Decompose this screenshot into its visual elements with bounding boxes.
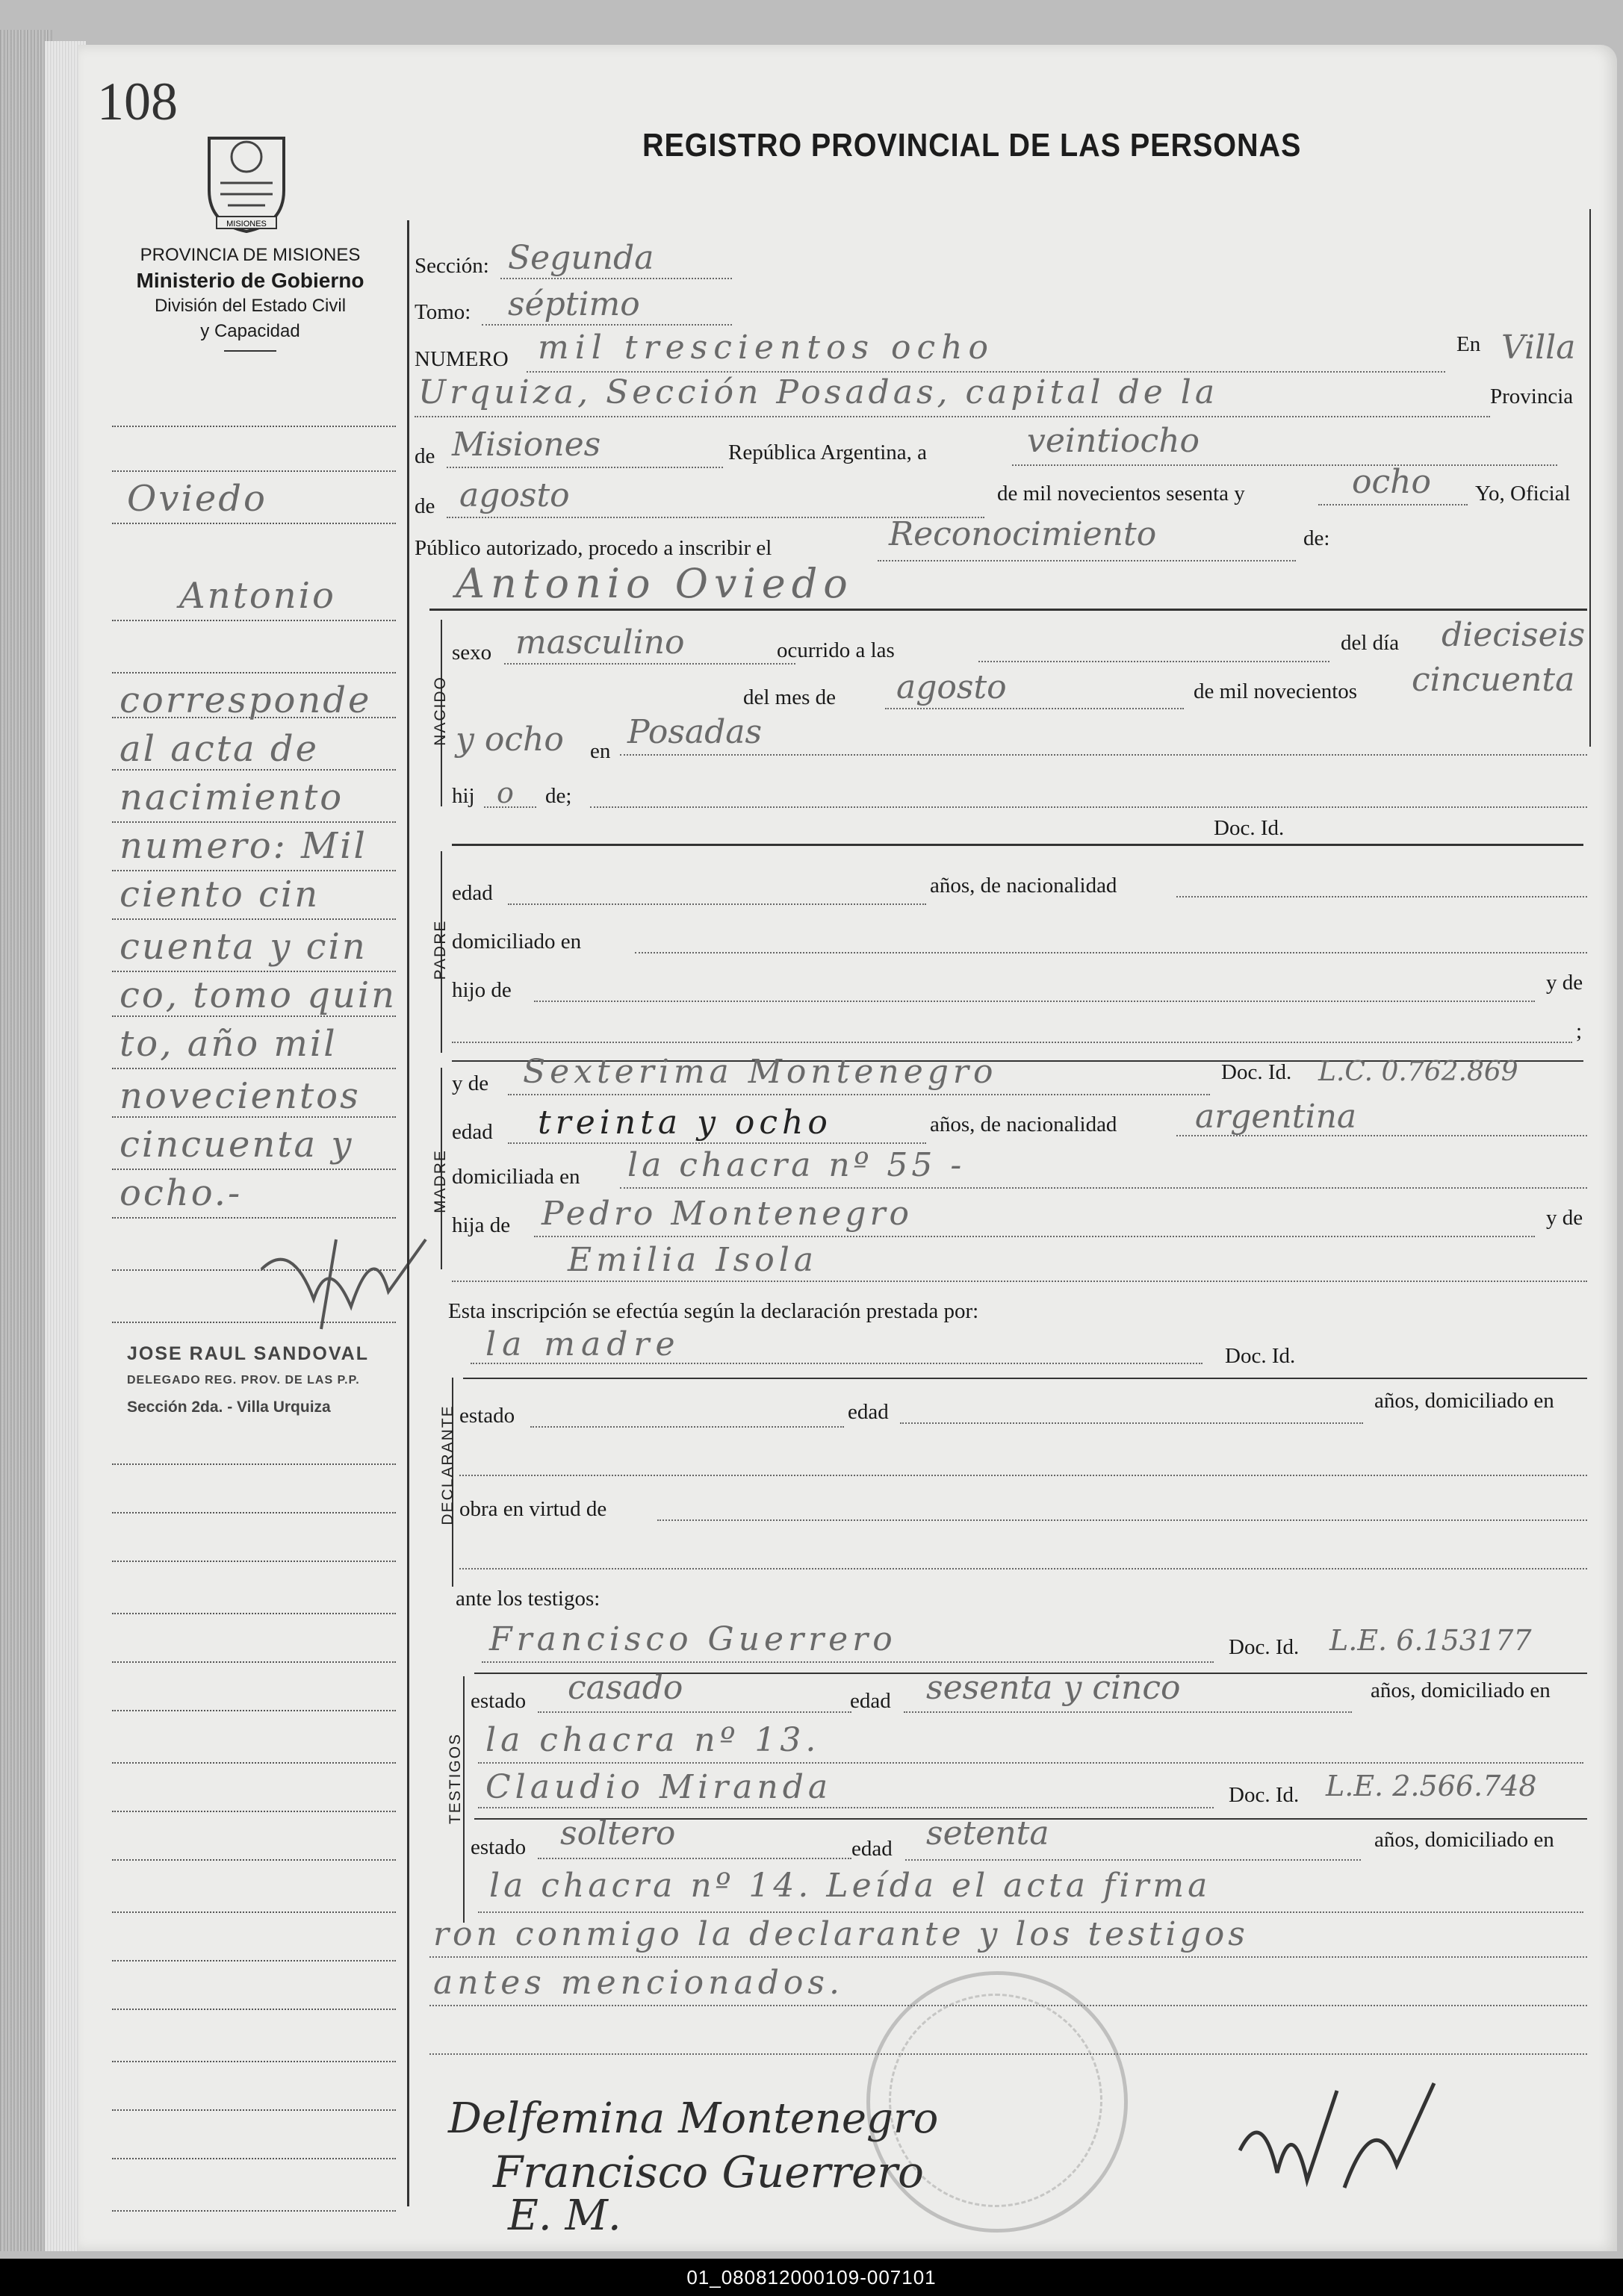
de-label: de: [415, 444, 435, 468]
padre-domicilio-label: domiciliado en: [452, 930, 582, 953]
t2-domicilio-value: la chacra nº 14. Leída el acta firma: [489, 1867, 1211, 1905]
office-ministry: Ministerio de Gobierno: [136, 269, 364, 292]
declarante-intro: Esta inscripción se efectúa según la declaración prestada por:: [448, 1299, 979, 1323]
declarante-top-rule: [463, 1378, 1587, 1379]
margin-line: [112, 1661, 396, 1663]
closing-dotline-1: [429, 1956, 1587, 1958]
nacido-top-rule: [429, 609, 1587, 611]
yo-oficial-label: Yo, Oficial: [1475, 482, 1571, 505]
day-value: veintiocho: [1027, 422, 1200, 460]
document-title: REGISTRO PROVINCIAL DE LAS PERSONAS: [642, 127, 1302, 164]
nacido-section-label: NACIDO: [432, 676, 449, 746]
madre-edad-label: edad: [452, 1120, 493, 1144]
margin-line: [112, 1710, 396, 1711]
margin-line: [112, 2061, 396, 2062]
place-dotline: [415, 416, 1490, 417]
margin-line: [112, 1762, 396, 1764]
padre-yde-label: y de: [1546, 971, 1583, 995]
t2-name-dotline: [478, 1807, 1214, 1808]
declarante-doc-label: Doc. Id.: [1225, 1344, 1296, 1368]
declarante-estado-dotline: [530, 1426, 844, 1428]
sexo-value: masculino: [515, 623, 685, 662]
t1-estado-dotline: [538, 1711, 851, 1713]
closing-line-2: antes mencionados.: [433, 1964, 844, 2002]
seccion-label: Sección:: [415, 254, 489, 278]
de3-label: de:: [1303, 526, 1330, 550]
margin-note-line: novecientos: [120, 1075, 361, 1117]
margin-note-line: numero: Mil: [120, 825, 367, 867]
margin-line: [112, 2210, 396, 2212]
t1-estado-value: casado: [568, 1669, 683, 1707]
madre-madre-value: Emilia Isola: [568, 1241, 819, 1279]
t1-doc-value: L.E. 6.153177: [1329, 1624, 1532, 1657]
office-header: [97, 243, 403, 352]
padre-edad-label: edad: [452, 881, 493, 905]
numero-value: mil trescientos ocho: [538, 329, 994, 367]
declarante-edad-label: edad: [848, 1400, 889, 1424]
tomo-value: séptimo: [508, 285, 640, 323]
tomo-dotline: [482, 324, 732, 326]
testigos-intro: ante los testigos:: [456, 1587, 601, 1611]
madre-name-dotline: [508, 1094, 1210, 1095]
madre-domicilio-dotline: [620, 1187, 1587, 1189]
en-value: Villa: [1501, 329, 1576, 367]
t2-estado-label: estado: [471, 1835, 527, 1859]
margin-note-line: cuenta y cin: [120, 926, 367, 968]
margin-line: [112, 1561, 396, 1562]
padre-domicilio-dotline: [635, 952, 1587, 953]
hij-de-dotline: [590, 806, 1587, 808]
signature-witness-2: E. M.: [508, 2191, 621, 2240]
padre-yde-dotline: [452, 1042, 1572, 1043]
margin-line: [112, 672, 396, 673]
nacido-year-value: cincuenta: [1412, 661, 1575, 699]
madre-madre-dotline: [452, 1281, 1587, 1282]
madre-doc-label: Doc. Id.: [1221, 1060, 1292, 1084]
t2-anos-label: años, domiciliado en: [1374, 1828, 1554, 1852]
margin-line: [112, 1217, 396, 1219]
hij-label: hij: [452, 784, 475, 808]
signature-witness-1: Francisco Guerrero: [493, 2147, 924, 2197]
padre-hijo-dotline: [534, 1001, 1535, 1002]
t1-estado-label: estado: [471, 1689, 527, 1713]
t1-name-value: Francisco Guerrero: [489, 1620, 897, 1658]
t2-doc-value: L.E. 2.566.748: [1326, 1770, 1537, 1802]
margin-line: [112, 1859, 396, 1861]
t2-edad-label: edad: [851, 1837, 893, 1861]
official-name: JOSE RAUL SANDOVAL: [127, 1343, 370, 1364]
madre-yde-label: y de: [452, 1071, 489, 1095]
margin-note-line: to, año mil: [120, 1023, 338, 1065]
seccion-dotline: [500, 278, 732, 279]
official-place: Sección 2da. - Villa Urquiza: [127, 1399, 331, 1416]
madre-name-value: Sexterima Montenegro: [523, 1053, 998, 1091]
madre-padre-value: Pedro Montenegro: [541, 1195, 913, 1233]
declarante-section-label: DECLARANTE: [439, 1404, 456, 1525]
t1-edad-label: edad: [850, 1689, 891, 1713]
office-division: División del Estado Civil: [154, 296, 347, 316]
sexo-label: sexo: [452, 641, 492, 665]
tomo-label: Tomo:: [415, 300, 471, 324]
year-dotline: [1318, 504, 1468, 505]
declarante-dom-dotline: [459, 1475, 1587, 1476]
republica-label: República Argentina, a: [728, 441, 928, 464]
madre-hija-dotline: [534, 1236, 1535, 1237]
padre-hijo-label: hijo de: [452, 978, 512, 1002]
madre-doc-value: L.C. 0.762.869: [1318, 1057, 1518, 1087]
t1-domicilio-value: la chacra nº 13.: [485, 1721, 821, 1759]
margin-note-line: nacimiento: [120, 777, 344, 818]
margin-line: [112, 1911, 396, 1913]
t2-estado-dotline: [538, 1858, 851, 1859]
margin-line: [112, 1463, 396, 1465]
declarante-anos-label: años, domiciliado en: [1374, 1389, 1554, 1413]
year-value: ocho: [1352, 463, 1431, 501]
nacido-en-label: en: [590, 739, 611, 763]
margin-line: [112, 1960, 396, 1961]
official-signature-icon: [1225, 2061, 1464, 2210]
margin-note-line: al acta de: [120, 728, 320, 770]
provincia-label: Provincia: [1490, 385, 1574, 408]
signature-declarante: Delfemina Montenegro: [448, 2094, 939, 2143]
margin-line: [112, 470, 396, 472]
margin-line: [112, 918, 396, 920]
padre-edad-dotline: [508, 903, 926, 905]
numero-label: NUMERO: [415, 347, 509, 371]
office-province: PROVINCIA DE MISIONES: [140, 245, 361, 265]
footer-id: 01_080812000109-007101: [0, 2259, 1623, 2296]
hij-value: o: [497, 777, 514, 809]
madre-hija-label: hija de: [452, 1213, 511, 1237]
declarante-estado-label: estado: [459, 1404, 515, 1428]
margin-given-name: Antonio: [179, 575, 336, 617]
acto-value: Reconocimiento: [889, 515, 1157, 553]
del-dia-label: del día: [1341, 631, 1400, 655]
mes-label: del mes de: [743, 685, 837, 709]
margin-line: [112, 1613, 396, 1614]
padre-nac-dotline: [1176, 896, 1587, 897]
margin-line: [112, 2109, 396, 2111]
form-left-border: [407, 220, 409, 2206]
t1-edad-value: sesenta y cinco: [926, 1669, 1181, 1707]
page-number: 108: [97, 72, 178, 131]
margin-line: [112, 971, 396, 972]
madre-edad-dotline: [508, 1142, 926, 1144]
t1-dom-dotline: [478, 1762, 1583, 1764]
nacido-year-value2: y ocho: [456, 721, 564, 759]
madre-section-label: MADRE: [432, 1149, 449, 1213]
margin-note-line: ocho.-: [120, 1172, 243, 1214]
en-label: En: [1456, 332, 1481, 356]
person-name-value: Antonio Oviedo: [456, 560, 854, 607]
seccion-value: Segunda: [508, 239, 654, 277]
de2-label: de: [415, 494, 435, 518]
t1-doc-label: Doc. Id.: [1229, 1635, 1300, 1659]
margin-line: [112, 1811, 396, 1812]
t1-name-dotline: [482, 1661, 1214, 1663]
dia-value: dieciseis: [1442, 616, 1586, 654]
nacido-year-label: de mil novecientos: [1194, 679, 1358, 703]
margin-line: [112, 1169, 396, 1170]
declarante-obra-label: obra en virtud de: [459, 1497, 607, 1521]
padre-anos-label: años, de nacionalidad: [930, 874, 1117, 897]
padre-top-rule: [452, 844, 1583, 846]
ocurrido-label: ocurrido a las: [777, 638, 895, 662]
official-role: DELEGADO REG. PROV. DE LAS P.P.: [127, 1374, 360, 1387]
acto-dotline: [878, 560, 1296, 561]
declarante-edad-dotline: [900, 1422, 1363, 1424]
margin-line: [112, 1512, 396, 1513]
place-value: Urquiza, Sección Posadas, capital de la: [418, 373, 1219, 411]
margin-line: [112, 426, 396, 427]
publico-label: Público autorizado, procedo a inscribir el: [415, 536, 772, 560]
margin-line: [112, 1068, 396, 1069]
seal-text: MISIONES: [226, 220, 267, 228]
lugar-dotline: [620, 754, 1587, 756]
mes-value: agosto: [896, 668, 1007, 706]
t2-edad-value: setenta: [926, 1814, 1049, 1852]
madre-edad-value: treinta y ocho: [538, 1104, 832, 1142]
numero-dotline: [527, 371, 1445, 373]
madre-domicilio-value: la chacra nº 55 -: [627, 1146, 966, 1184]
madre-anos-label: años, de nacionalidad: [930, 1113, 1117, 1136]
t2-edad-dotline: [905, 1859, 1361, 1861]
testigos-section-label: TESTIGOS: [447, 1732, 464, 1825]
provincial-seal-icon: [198, 123, 295, 235]
sexo-dotline: [504, 663, 795, 665]
year-label: de mil novecientos sesenta y: [997, 482, 1245, 505]
office-rule: [224, 350, 276, 352]
margin-line: [112, 821, 396, 823]
hora-dotline: [978, 661, 1329, 662]
madre-nacionalidad-value: argentina: [1195, 1098, 1357, 1136]
provincia-value: Misiones: [452, 426, 601, 464]
official-stamp: [127, 1340, 369, 1421]
declarante-extra-dotline: [459, 1568, 1587, 1569]
month-value: agosto: [459, 476, 570, 514]
madre-domicilio-label: domiciliada en: [452, 1165, 580, 1189]
margin-line: [112, 2009, 396, 2010]
padre-section-label: PADRE: [432, 919, 449, 980]
lugar-value: Posadas: [627, 713, 763, 751]
form-right-border: [1589, 209, 1591, 747]
margin-note-line: cincuenta y: [120, 1124, 354, 1166]
office-capacity: y Capacidad: [200, 321, 300, 341]
padre-semicolon: ;: [1576, 1019, 1583, 1043]
margin-line: [112, 523, 396, 524]
margin-line: [112, 870, 396, 871]
margin-note-line: corresponde: [120, 679, 372, 721]
day-dotline: [1012, 464, 1557, 466]
mes-dotline: [885, 708, 1184, 709]
t2-dom-dotline: [478, 1911, 1583, 1913]
t1-anos-label: años, domiciliado en: [1371, 1679, 1551, 1702]
t2-doc-label: Doc. Id.: [1229, 1783, 1300, 1807]
provincia-dotline: [447, 467, 723, 468]
margin-line: [112, 620, 396, 621]
madre-yde2-label: y de: [1546, 1206, 1583, 1230]
t2-estado-value: soltero: [560, 1814, 676, 1852]
margin-surname: Oviedo: [127, 478, 267, 520]
t2-name-value: Claudio Miranda: [485, 1768, 833, 1806]
closing-line-1: ron conmigo la declarante y los testigos: [433, 1915, 1249, 1953]
margin-note-line: ciento cin: [120, 874, 320, 915]
hij-de-label: de;: [545, 784, 572, 808]
margin-signature-icon: [246, 1225, 441, 1337]
t1-edad-dotline: [904, 1711, 1352, 1713]
declarante-value: la madre: [485, 1325, 681, 1363]
padre-doc-label: Doc. Id.: [1214, 816, 1285, 840]
declarante-obra-dotline: [657, 1519, 1587, 1521]
margin-line: [112, 2158, 396, 2159]
margin-note-line: co, tomo quin: [120, 974, 397, 1016]
